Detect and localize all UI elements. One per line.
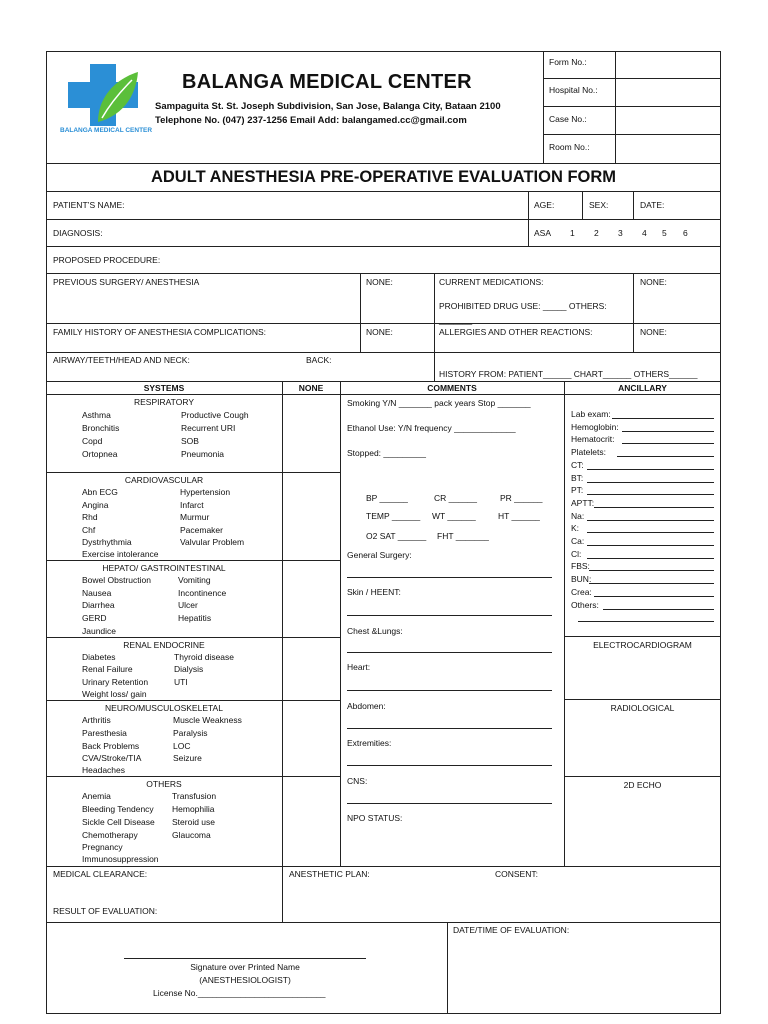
grid-line — [434, 273, 435, 381]
grid-line — [46, 352, 721, 353]
cr-field[interactable]: CR ______ — [434, 493, 478, 503]
lab-label: Cl: — [571, 548, 582, 559]
lab-label: BUN: — [571, 574, 592, 585]
condition-item[interactable]: Ortopnea — [82, 449, 118, 459]
systems-header: SYSTEMS — [143, 383, 185, 393]
condition-item[interactable]: Steroid use — [172, 817, 215, 827]
npo-label: NPO STATUS: — [347, 813, 403, 823]
condition-item[interactable]: Dialysis — [174, 664, 204, 674]
entry-line[interactable] — [347, 652, 552, 653]
others-title: OTHERS — [146, 779, 182, 789]
grid-line — [46, 163, 721, 164]
asa-option[interactable]: 2 — [594, 228, 599, 238]
general-surgery-label: General Surgery: — [347, 550, 412, 560]
room-no-field[interactable] — [617, 136, 719, 162]
cns-label: CNS: — [347, 776, 368, 786]
grid-line — [46, 700, 341, 701]
condition-item[interactable]: Pacemaker — [180, 525, 223, 535]
asa-label: ASA — [534, 228, 552, 238]
hospital-name: BALANGA MEDICAL CENTER — [182, 71, 472, 93]
condition-item[interactable]: UTI — [174, 677, 188, 687]
ethanol-field[interactable]: Ethanol Use: Y/N frequency _____________ — [347, 423, 516, 433]
condition-item[interactable]: Paralysis — [173, 728, 208, 738]
license-field[interactable]: License No.___________________________ — [153, 988, 326, 998]
condition-item[interactable]: Angina — [82, 500, 109, 510]
condition-item[interactable]: Glaucoma — [172, 830, 211, 840]
condition-item[interactable]: Infarct — [180, 500, 204, 510]
condition-item[interactable]: Seizure — [173, 753, 202, 763]
date-time-label: DATE/TIME OF EVALUATION: — [453, 925, 570, 935]
grid-line — [633, 273, 634, 352]
wt-field[interactable]: WT ______ — [432, 511, 476, 521]
form-no-label: Form No.: — [549, 57, 587, 67]
smoking-field[interactable]: Smoking Y/N _______ pack years Stop _______ — [347, 398, 531, 408]
sex-label: SEX: — [589, 200, 609, 210]
echo-label: 2D ECHO — [623, 780, 662, 790]
grid-line — [46, 381, 721, 382]
asa-option[interactable]: 3 — [618, 228, 623, 238]
lab-label: Others: — [571, 599, 599, 610]
radiological-label: RADIOLOGICAL — [610, 703, 675, 713]
condition-item[interactable]: Sickle Cell Disease — [82, 817, 155, 827]
none-label[interactable]: NONE: — [640, 277, 667, 287]
history-from-label: HISTORY FROM: PATIENT______ CHART______ OTHERS______ — [439, 369, 698, 379]
condition-item[interactable]: Muscle Weakness — [173, 715, 242, 725]
case-no-field[interactable] — [617, 108, 719, 133]
condition-item[interactable]: Hypertension — [180, 487, 231, 497]
grid-line — [447, 922, 448, 1014]
lab-entry-line[interactable] — [622, 443, 714, 444]
lab-label: BT: — [571, 472, 584, 483]
prohibited-drug-label: PROHIBITED DRUG USE: _____ OTHERS: — [439, 301, 607, 311]
hepato-title: HEPATO/ GASTROINTESTINAL — [102, 563, 226, 573]
ht-field[interactable]: HT ______ — [498, 511, 540, 521]
hospital-no-field[interactable] — [617, 80, 719, 105]
lab-entry-line[interactable] — [587, 494, 714, 495]
grid-line — [615, 51, 616, 163]
none-header: NONE — [298, 383, 324, 393]
skin-label: Skin / HEENT: — [347, 587, 401, 597]
ecg-label: ELECTROCARDIOGRAM — [593, 640, 692, 650]
asa-option[interactable]: 6 — [683, 228, 688, 238]
comments-header: COMMENTS — [427, 383, 477, 393]
condition-item[interactable]: Dystrhythmia — [82, 537, 132, 547]
condition-item[interactable]: Weight loss/ gain — [82, 689, 147, 699]
grid-line — [46, 273, 721, 274]
grid-line — [46, 560, 341, 561]
condition-item[interactable]: SOB — [181, 436, 199, 446]
condition-item[interactable]: Rhd — [82, 512, 98, 522]
condition-item[interactable]: Chf — [82, 525, 96, 535]
condition-item[interactable]: Anemia — [82, 791, 111, 801]
lab-label: Lab exam: — [571, 409, 611, 419]
grid-line — [46, 637, 341, 638]
condition-item[interactable]: Jaundice — [82, 626, 117, 636]
condition-item[interactable]: Thyroid disease — [174, 652, 235, 662]
grid-line — [46, 394, 721, 395]
allergies-label: ALLERGIES AND OTHER REACTIONS: — [439, 327, 593, 337]
form-title: ADULT ANESTHESIA PRE-OPERATIVE EVALUATION FORM — [150, 168, 617, 186]
condition-item[interactable]: Asthma — [82, 410, 111, 420]
entry-line[interactable] — [347, 765, 552, 766]
grid-line — [543, 78, 721, 79]
lab-entry-line[interactable] — [587, 545, 714, 546]
condition-item[interactable]: Bleeding Tendency — [82, 804, 154, 814]
renal-title: RENAL ENDOCRINE — [123, 640, 205, 650]
condition-item[interactable]: Vomiting — [178, 575, 211, 585]
lab-label: Crea: — [571, 586, 592, 597]
grid-line — [46, 472, 341, 473]
condition-item[interactable]: Pneumonia — [181, 449, 225, 459]
lab-label: Hematocrit: — [571, 434, 615, 445]
entry-line[interactable] — [347, 690, 552, 691]
grid-line — [528, 191, 529, 246]
condition-item[interactable]: Arthritis — [82, 715, 111, 725]
condition-item[interactable]: Hepatitis — [178, 613, 212, 623]
hospital-no-label: Hospital No.: — [549, 85, 598, 95]
result-label: RESULT OF EVALUATION: — [53, 906, 158, 916]
condition-item[interactable]: Hemophilia — [172, 804, 215, 814]
current-meds-label: CURRENT MEDICATIONS: — [439, 277, 544, 287]
condition-item[interactable]: Urinary Retention — [82, 677, 149, 687]
condition-item[interactable]: Bronchitis — [82, 423, 120, 433]
lab-entry-line[interactable] — [594, 596, 714, 597]
signature-caption: Signature over Printed Name — [190, 962, 300, 972]
neuro-title: NEURO/MUSCULOSKELETAL — [105, 703, 223, 713]
lab-entry-line[interactable] — [617, 456, 714, 457]
grid-line — [46, 922, 721, 923]
case-no-label: Case No.: — [549, 114, 587, 124]
lab-label: FBS: — [571, 561, 590, 572]
fht-field[interactable]: FHT _______ — [437, 531, 489, 541]
none-label[interactable]: NONE: — [640, 327, 667, 337]
o2sat-field[interactable]: O2 SAT ______ — [366, 531, 427, 541]
lab-label: Platelets: — [571, 447, 606, 458]
grid-line — [340, 381, 341, 866]
condition-item[interactable]: GERD — [82, 613, 107, 623]
grid-line — [46, 191, 721, 192]
none-label[interactable]: NONE: — [366, 327, 393, 337]
grid-line — [282, 381, 283, 922]
lab-label: CT: — [571, 459, 584, 470]
condition-item[interactable]: Pregnancy — [82, 842, 123, 852]
lab-entry-line[interactable] — [587, 482, 714, 483]
pr-field[interactable]: PR ______ — [500, 493, 543, 503]
family-history-label: FAMILY HISTORY OF ANESTHESIA COMPLICATIONS: — [53, 327, 267, 337]
condition-item[interactable]: Transfusion — [172, 791, 217, 801]
abdomen-label: Abdomen: — [347, 701, 386, 711]
date-label: DATE: — [640, 200, 665, 210]
condition-item[interactable]: Back Problems — [82, 741, 140, 751]
entry-line[interactable] — [347, 728, 552, 729]
lab-label: Hemoglobin: — [571, 421, 619, 432]
condition-item[interactable]: Copd — [82, 436, 103, 446]
condition-item[interactable]: Headaches — [82, 765, 126, 775]
ancillary-header: ANCILLARY — [618, 383, 667, 393]
age-label: AGE: — [534, 200, 555, 210]
condition-item[interactable]: Recurrent URI — [181, 423, 236, 433]
grid-line — [564, 699, 721, 700]
grid-line — [564, 636, 721, 637]
entry-line[interactable] — [578, 621, 714, 622]
condition-item[interactable]: Exercise intolerance — [82, 549, 159, 559]
medical-clearance-label: MEDICAL CLEARANCE: — [53, 869, 148, 879]
cardio-title: CARDIOVASCULAR — [124, 475, 204, 485]
grid-line — [543, 134, 721, 135]
grid-line — [46, 219, 721, 220]
lab-label: PT: — [571, 485, 584, 496]
lab-entry-line[interactable] — [587, 558, 714, 559]
condition-item[interactable]: Nausea — [82, 588, 112, 598]
respiratory-title: RESPIRATORY — [134, 397, 194, 407]
lab-label: K: — [571, 523, 580, 534]
grid-line — [360, 273, 361, 352]
condition-item[interactable]: Diabetes — [82, 652, 116, 662]
anesthesiologist-caption: (ANESTHESIOLOGIST) — [199, 975, 291, 985]
lab-entry-line[interactable] — [594, 507, 714, 508]
logo-caption: BALANGA MEDICAL CENTER — [60, 127, 153, 134]
condition-item[interactable]: Renal Failure — [82, 664, 133, 674]
grid-line — [633, 191, 634, 219]
hospital-address: Sampaguita St. St. Joseph Subdivision, San Jose, Balanga City, Bataan 2100 — [155, 101, 501, 112]
asa-option[interactable]: 5 — [662, 228, 667, 238]
airway-label: AIRWAY/TEETH/HEAD AND NECK: — [53, 355, 190, 365]
lab-entry-line[interactable] — [587, 469, 714, 470]
lab-entry-line[interactable] — [603, 609, 714, 610]
patient-name-label: PATIENT’S NAME: — [53, 200, 125, 210]
lab-entry-line[interactable] — [589, 583, 714, 584]
extremities-label: Extremities: — [347, 738, 392, 748]
lab-entry-line[interactable] — [587, 532, 714, 533]
lab-label: Na: — [571, 510, 585, 521]
none-label[interactable]: NONE: — [366, 277, 393, 287]
grid-line — [564, 776, 721, 777]
entry-line[interactable] — [347, 615, 552, 616]
condition-item[interactable]: Immunosuppression — [82, 854, 159, 864]
anesthetic-plan-label: ANESTHETIC PLAN: — [289, 869, 370, 879]
lab-entry-line[interactable] — [589, 570, 714, 571]
grid-line — [46, 866, 721, 867]
grid-line — [46, 246, 721, 247]
condition-item[interactable]: Ulcer — [178, 600, 198, 610]
lab-label: Ca: — [571, 536, 585, 546]
room-no-label: Room No.: — [549, 142, 590, 152]
diagnosis-label: DIAGNOSIS: — [53, 228, 103, 238]
grid-line — [46, 776, 341, 777]
condition-item[interactable]: Productive Cough — [181, 410, 249, 420]
entry-line[interactable] — [347, 577, 552, 578]
condition-item[interactable]: Incontinence — [178, 588, 227, 598]
chest-label: Chest &Lungs: — [347, 626, 403, 636]
hospital-contact: Telephone No. (047) 237-1256 Email Add: balangamed.cc@gmail.com — [155, 115, 467, 126]
condition-item[interactable]: Bowel Obstruction — [82, 575, 151, 585]
condition-item[interactable]: Valvular Problem — [180, 537, 245, 547]
bp-field[interactable]: BP ______ — [366, 493, 408, 503]
prohibited-drug-blank: _______ — [439, 315, 473, 325]
stopped-field[interactable]: Stopped: _________ — [347, 448, 426, 458]
grid-line — [564, 381, 565, 866]
condition-item[interactable]: LOC — [173, 741, 191, 751]
condition-item[interactable]: Murmur — [180, 512, 210, 522]
asa-option[interactable]: 1 — [570, 228, 575, 238]
lab-entry-line[interactable] — [612, 418, 714, 419]
grid-line — [46, 323, 721, 324]
grid-line — [543, 106, 721, 107]
condition-item[interactable]: Chemotherapy — [82, 830, 138, 840]
previous-surgery-label: PREVIOUS SURGERY/ ANESTHESIA — [53, 277, 200, 287]
procedure-label: PROPOSED PROCEDURE: — [53, 255, 161, 265]
lab-entry-line[interactable] — [622, 431, 714, 432]
entry-line[interactable] — [347, 803, 552, 804]
asa-option[interactable]: 4 — [642, 228, 647, 238]
condition-item[interactable]: Paresthesia — [82, 728, 127, 738]
grid-line — [543, 51, 544, 163]
back-label: BACK: — [306, 355, 332, 365]
condition-item[interactable]: Diarrhea — [82, 600, 115, 610]
grid-line — [582, 191, 583, 219]
lab-label: APTT: — [571, 497, 595, 508]
lab-entry-line[interactable] — [587, 520, 714, 521]
condition-item[interactable]: Abn ECG — [82, 487, 118, 497]
form-no-field[interactable] — [617, 53, 719, 77]
temp-field[interactable]: TEMP ______ — [366, 511, 421, 521]
signature-line[interactable] — [124, 958, 366, 959]
heart-label: Heart: — [347, 662, 371, 672]
condition-item[interactable]: CVA/Stroke/TIA — [82, 753, 142, 763]
consent-label: CONSENT: — [495, 869, 538, 879]
